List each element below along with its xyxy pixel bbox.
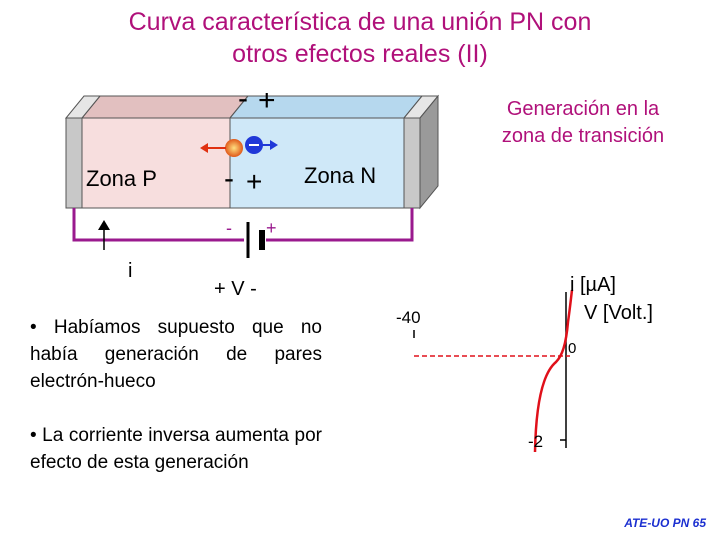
circuit-wire — [74, 208, 244, 240]
graph-tick-y-label: -2 — [528, 432, 544, 451]
current-arrow-head — [98, 220, 110, 230]
bullet-1: • Habíamos supuesto que no había generación de pares electrón-hueco — [30, 317, 322, 392]
graph-origin-label: 0 — [568, 340, 577, 357]
current-label: i — [128, 260, 133, 282]
title-line-2: otros efectos reales (II) — [232, 40, 488, 68]
generation-label — [474, 96, 692, 150]
circuit-wire-right — [266, 208, 412, 240]
battery-minus-label: - — [226, 218, 232, 238]
voltage-label: + V - — [214, 278, 257, 300]
p-region — [82, 118, 230, 208]
battery-plus-label: + — [266, 218, 277, 238]
zone-n-label: Zona N — [304, 163, 377, 188]
graph-x-axis-label: V [Volt.] — [584, 302, 653, 324]
left-contact — [66, 118, 82, 208]
p-region-top — [82, 96, 248, 118]
charge-plus-top: + — [258, 84, 276, 117]
zone-p-label: Zona P — [86, 166, 157, 191]
hole-particle — [225, 139, 243, 157]
graph-tick-x-label: -40 — [396, 308, 421, 327]
slide-footer: ATE-UO PN 65 — [624, 516, 706, 530]
graph-y-axis-label: i [µA] — [570, 274, 616, 296]
bullet-2: • La corriente inversa aumenta por efecto de esta generación — [30, 425, 322, 473]
charge-plus-bottom: + — [246, 166, 263, 197]
charge-minus-bottom: - — [224, 162, 234, 195]
right-contact — [404, 118, 420, 208]
title-line-1: Curva característica de una unión PN con — [128, 8, 592, 36]
generation-label-line-2: zona de transición — [501, 125, 665, 147]
generation-label-line-1: Generación en la — [506, 98, 660, 120]
charge-minus-top: - — [238, 82, 248, 115]
